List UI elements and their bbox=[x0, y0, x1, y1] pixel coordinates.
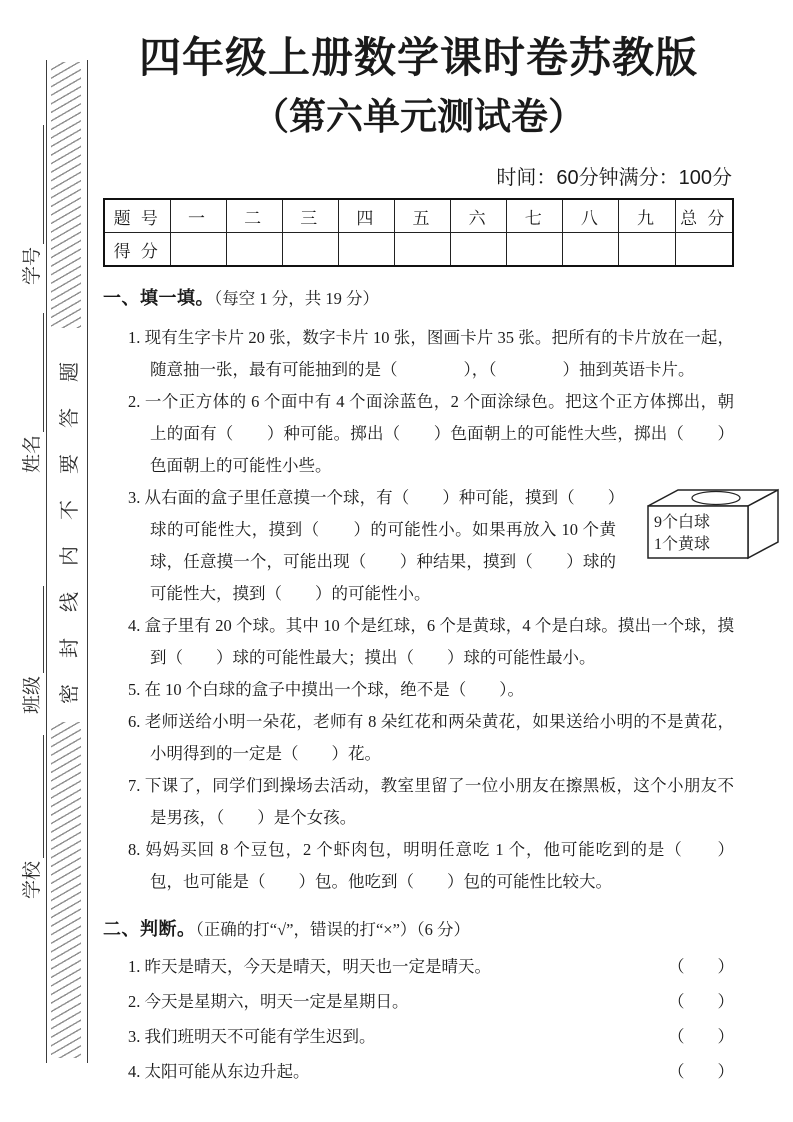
seal-line-text: 密封线内不要答题 bbox=[59, 336, 81, 704]
student-id-field bbox=[20, 125, 44, 285]
score-header-cell: 九 bbox=[619, 199, 675, 233]
section1-note: （每空 1 分，共 19 分） bbox=[214, 289, 379, 308]
score-header-cell: 四 bbox=[338, 199, 394, 233]
score-cell-empty bbox=[619, 233, 675, 267]
score-header-cell: 二 bbox=[226, 199, 282, 233]
question-2: 2. 一个正方体的 6 个面中有 4 个面涂蓝色，2 个面涂绿色。把这个正方体掷出，朝上的面有（ ）种可能。掷出（ ）色面朝上的可能性大些，掷出（ ）色面朝上的可能性小些。 bbox=[128, 392, 734, 475]
student-id-blank-line bbox=[26, 125, 44, 244]
score-cell-empty bbox=[226, 233, 282, 267]
judge-item-2-answer-blank: （ ） bbox=[668, 992, 734, 1011]
section2-note: （正确的打“√”，错误的打“×”）（6 分） bbox=[195, 920, 471, 939]
question-3 bbox=[128, 482, 734, 610]
name-field bbox=[20, 313, 44, 473]
score-header-cell: 题 号 bbox=[104, 199, 170, 233]
school-blank-line bbox=[26, 735, 44, 858]
question-4: 4. 盒子里有 20 个球。其中 10 个是红球，6 个是黄球，4 个是白球。摸出一个球，摸到（ ）球的可能性最大；摸出（ ）球的可能性最小。 bbox=[128, 616, 734, 667]
school-label: 学校 bbox=[22, 860, 43, 899]
box-hole bbox=[692, 492, 740, 505]
student-id-label: 学号 bbox=[22, 246, 43, 285]
judge-item-3-text: 3. 我们班明天不可能有学生迟到。 bbox=[128, 1027, 376, 1046]
box-label-white-balls: 9个白球 bbox=[654, 514, 711, 531]
class-blank-line bbox=[26, 586, 44, 673]
score-row-label: 得 分 bbox=[104, 233, 170, 267]
paper-subtitle: （第六单元测试卷） bbox=[252, 96, 585, 137]
name-blank-line bbox=[26, 313, 44, 432]
score-header-cell: 五 bbox=[394, 199, 450, 233]
score-header-cell: 八 bbox=[563, 199, 619, 233]
section2-items bbox=[128, 949, 734, 1089]
judge-item-1-answer-blank: （ ） bbox=[668, 957, 734, 976]
section2-heading bbox=[103, 916, 734, 943]
class-label: 班级 bbox=[22, 675, 43, 714]
hatch-pattern-bottom bbox=[51, 722, 81, 1058]
question-8: 8. 妈妈买回 8 个豆包，2 个虾肉包，明明任意吃 1 个，他可能吃到的是（ ）包，也可能是（ ）包。他吃到（ ）包的可能性比较大。 bbox=[128, 840, 734, 891]
question-3-text: 3. 从右面的盒子里任意摸一个球，有（ ）种可能，摸到（ ）球的可能性大，摸到（ ）的可能性小。如果再放入 10 个黄球，任意摸一个，可能出现（ ）种结果，摸到（ ）球的可能性大，摸到（ ）的可能性小。 bbox=[128, 488, 616, 603]
score-table-score-row bbox=[104, 233, 733, 267]
section1-questions bbox=[128, 322, 734, 898]
score-header-cell: 七 bbox=[507, 199, 563, 233]
score-table bbox=[103, 198, 734, 267]
judge-item-3-answer-blank: （ ） bbox=[668, 1027, 734, 1046]
judge-item-4-text: 4. 太阳可能从东边升起。 bbox=[128, 1062, 310, 1081]
score-cell-empty bbox=[563, 233, 619, 267]
ball-box-diagram bbox=[644, 484, 793, 562]
score-header-cell: 六 bbox=[451, 199, 507, 233]
judge-item-1-text: 1. 昨天是晴天，今天是晴天，明天也一定是晴天。 bbox=[128, 957, 491, 976]
score-header-cell: 总 分 bbox=[675, 199, 733, 233]
judge-item-2 bbox=[128, 984, 734, 1019]
section2-title: 二、判断。 bbox=[103, 919, 196, 939]
score-cell-empty bbox=[170, 233, 226, 267]
question-1: 1. 现有生字卡片 20 张，数字卡片 10 张，图画卡片 35 张。把所有的卡片放在一起，随意抽一张，最有可能抽到的是（ ），（ ）抽到英语卡片。 bbox=[128, 328, 734, 379]
judge-item-2-text: 2. 今天是星期六，明天一定是星期日。 bbox=[128, 992, 409, 1011]
judge-item-1 bbox=[128, 949, 734, 984]
score-cell-empty bbox=[507, 233, 563, 267]
score-cell-empty bbox=[675, 233, 733, 267]
paper-title: 四年级上册数学课时卷苏教版 bbox=[138, 34, 698, 81]
question-6: 6. 老师送给小明一朵花，老师有 8 朵红花和两朵黄花，如果送给小明的不是黄花，小明得到的一定是（ ）花。 bbox=[128, 712, 734, 763]
judge-item-4 bbox=[128, 1054, 734, 1089]
class-field bbox=[20, 586, 44, 714]
name-label: 姓名 bbox=[22, 434, 43, 473]
score-header-cell: 三 bbox=[282, 199, 338, 233]
section1-title: 一、填一填。 bbox=[103, 288, 214, 308]
score-header-cell: 一 bbox=[170, 199, 226, 233]
question-7: 7. 下课了，同学们到操场去活动，教室里留了一位小朋友在擦黑板，这个小朋友不是男孩，（ ）是个女孩。 bbox=[128, 776, 734, 827]
box-illustration bbox=[644, 484, 793, 562]
score-cell-empty bbox=[451, 233, 507, 267]
hatch-pattern-top bbox=[51, 62, 81, 328]
box-label-yellow-balls: 1个黄球 bbox=[654, 536, 711, 553]
score-cell-empty bbox=[338, 233, 394, 267]
school-field bbox=[20, 735, 44, 899]
score-cell-empty bbox=[394, 233, 450, 267]
main-content bbox=[103, 18, 734, 1089]
judge-item-4-answer-blank: （ ） bbox=[668, 1062, 734, 1081]
section1-heading bbox=[103, 285, 734, 312]
score-table-header-row bbox=[104, 199, 733, 233]
judge-item-3 bbox=[128, 1019, 734, 1054]
time-and-score-info: 时间：60分钟满分：100分 bbox=[496, 167, 732, 189]
question-5: 5. 在 10 个白球的盒子中摸出一个球，绝不是（ ）。 bbox=[128, 680, 524, 699]
score-cell-empty bbox=[282, 233, 338, 267]
